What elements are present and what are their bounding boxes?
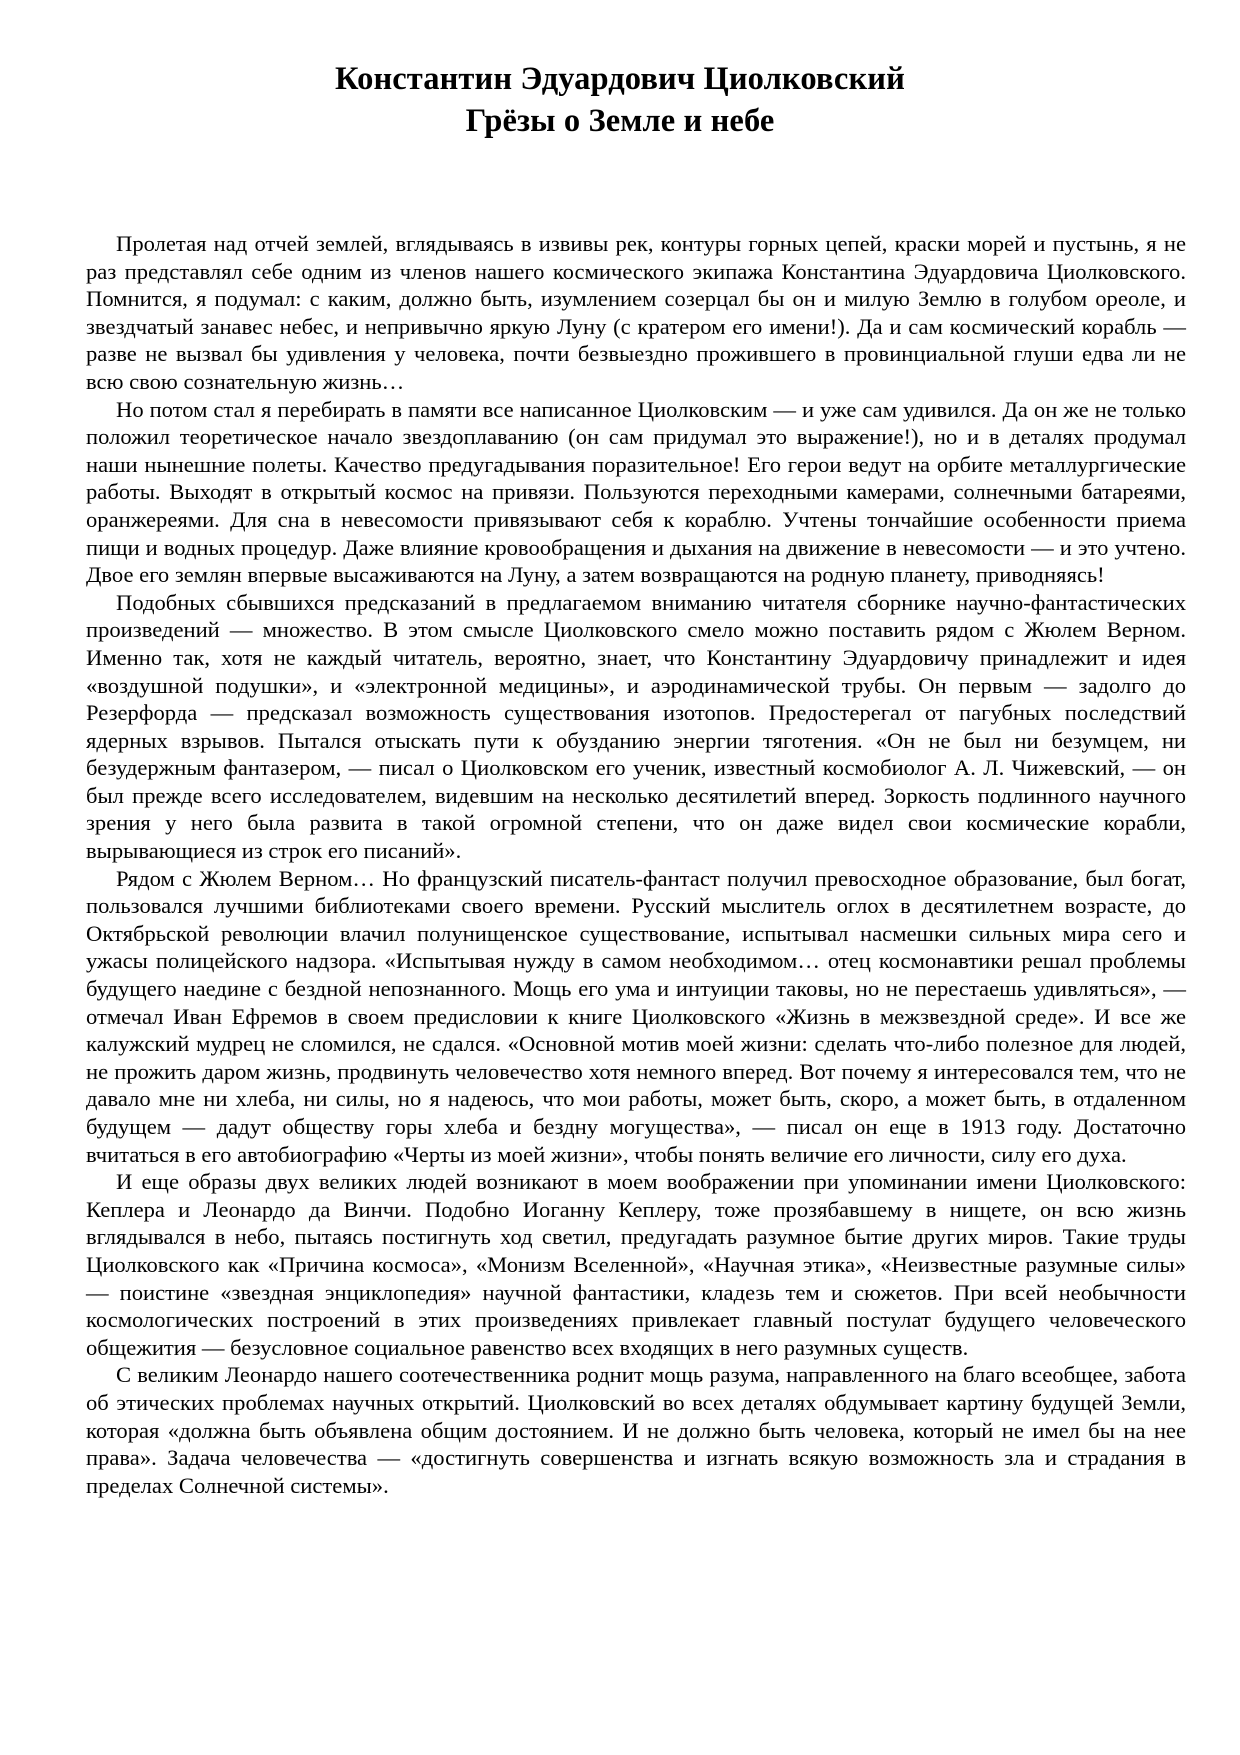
- document-header: [0, 58, 1240, 142]
- paragraph: И еще образы двух великих людей возникают в моем воображении при упоминании имени Циолковского: Кеплера и Леонардо да Винчи. Подобно Иоганну Кеплеру, тоже прозябавшему в нищете, он всю жизнь вглядывался в небо, пытаясь постигнуть ход светил, предугадать разумное бытие других миров. Такие труды Циолковского как «Причина космоса», «Монизм Вселенной», «Научная этика», «Неизвестные разумные силы» — поистине «звездная энциклопедия» научной фантастики, кладезь тем и сюжетов. При всей необычности космологических построений в этих произведениях привлекает главный постулат будущего человеческого общежития — безусловное социальное равенство всех входящих в него разумных существ.: [86, 1169, 1186, 1360]
- document-title: Грёзы о Земле и небе: [465, 103, 775, 139]
- author-name: Константин Эдуардович Циолковский: [335, 61, 905, 97]
- paragraph: Пролетая над отчей землей, вглядываясь в извивы рек, контуры горных цепей, краски морей и пустынь, я не раз представлял себе одним из членов нашего космического экипажа Константина Эдуардовича Циолковского. Помнится, я подумал: с каким, должно быть, изумлением созерцал бы он и милую Землю в голубом ореоле, и звездчатый занавес небес, и непривычно яркую Луну (с кратером его имени!). Да и сам космический корабль — разве не вызвал бы удивления у человека, почти безвыездно прожившего в провинциальной глуши едва ли не всю свою сознательную жизнь…: [86, 231, 1186, 394]
- paragraph: Но потом стал я перебирать в памяти все написанное Циолковским — и уже сам удивился. Да он же не только положил теоретическое начало звездоплаванию (он сам придумал это выражение!), но и в деталях продумал наши нынешние полеты. Качество предугадывания поразительное! Его герои ведут на орбите металлургические работы. Выходят в открытый космос на привязи. Пользуются переходными камерами, солнечными батареями, оранжереями. Для сна в невесомости привязывают себя к кораблю. Учтены тончайшие особенности приема пищи и водных процедур. Даже влияние кровообращения и дыхания на движение в невесомости — и это учтено. Двое его землян впервые высаживаются на Луну, а затем возвращаются на родную планету, приводняясь!: [86, 396, 1186, 588]
- paragraph: Подобных сбывшихся предсказаний в предлагаемом вниманию читателя сборнике научно-фантастических произведений — множество. В этом смысле Циолковского смело можно поставить рядом с Жюлем Верном. Именно так, хотя не каждый читатель, вероятно, знает, что Константину Эдуардовичу принадлежит и идея «воздушной подушки», и «электронной медицины», и аэродинамической трубы. Он первым — задолго до Резерфорда — предсказал возможность существования изотопов. Предостерегал от пагубных последствий ядерных взрывов. Пытался отыскать пути к обузданию энергии тяготения. «Он не был ни безумцем, ни безудержным фантазером, — писал о Циолковском его ученик, известный космобиолог А. Л. Чижевский, — он был прежде всего исследователем, видевшим на несколько десятилетий вперед. Зоркость подлинного научного зрения у него была развита в такой огромной степени, что он даже видел свои космические корабли, вырывающиеся из строк его писаний».: [86, 589, 1186, 864]
- paragraph: С великим Леонардо нашего соотечественника роднит мощь разума, направленного на благо всеобщее, забота об этических проблемах научных открытий. Циолковский во всех деталях обдумывает картину будущей Земли, которая «должна быть объявлена общим достоянием. И не должно быть человека, который не имел бы на нее права». Задача человечества — «достигнуть совершенства и изгнать всякую возможность зла и страдания в пределах Солнечной системы».: [86, 1362, 1186, 1498]
- document-body: [86, 230, 1186, 1499]
- paragraph: Рядом с Жюлем Верном… Но французский писатель-фантаст получил превосходное образование, был богат, пользовался лучшими библиотеками своего времени. Русский мыслитель оглох в десятилетнем возрасте, до Октябрьской революции влачил полунищенское существование, испытывал насмешки сильных мира сего и ужасы полицейского надзора. «Испытывая нужду в самом необходимом… отец космонавтики решал проблемы будущего наедине с бездной непознанного. Мощь его ума и интуиции таковы, но не перестаешь удивляться», — отмечал Иван Ефремов в своем предисловии к книге Циолковского «Жизнь в межзвездной среде». И все же калужский мудрец не сломился, не сдался. «Основной мотив моей жизни: сделать что-либо полезное для людей, не прожить даром жизнь, продвинуть человечество хотя немного вперед. Вот почему я интересовался тем, что не давало мне ни хлеба, ни силы, но я надеюсь, что мои работы, может быть, скоро, а может быть, в отдаленном будущем — дадут обществу горы хлеба и бездну могущества», — писал он еще в 1913 году. Достаточно вчитаться в его автобиографию «Черты из моей жизни», чтобы понять величие его личности, силу его духа.: [86, 865, 1186, 1167]
